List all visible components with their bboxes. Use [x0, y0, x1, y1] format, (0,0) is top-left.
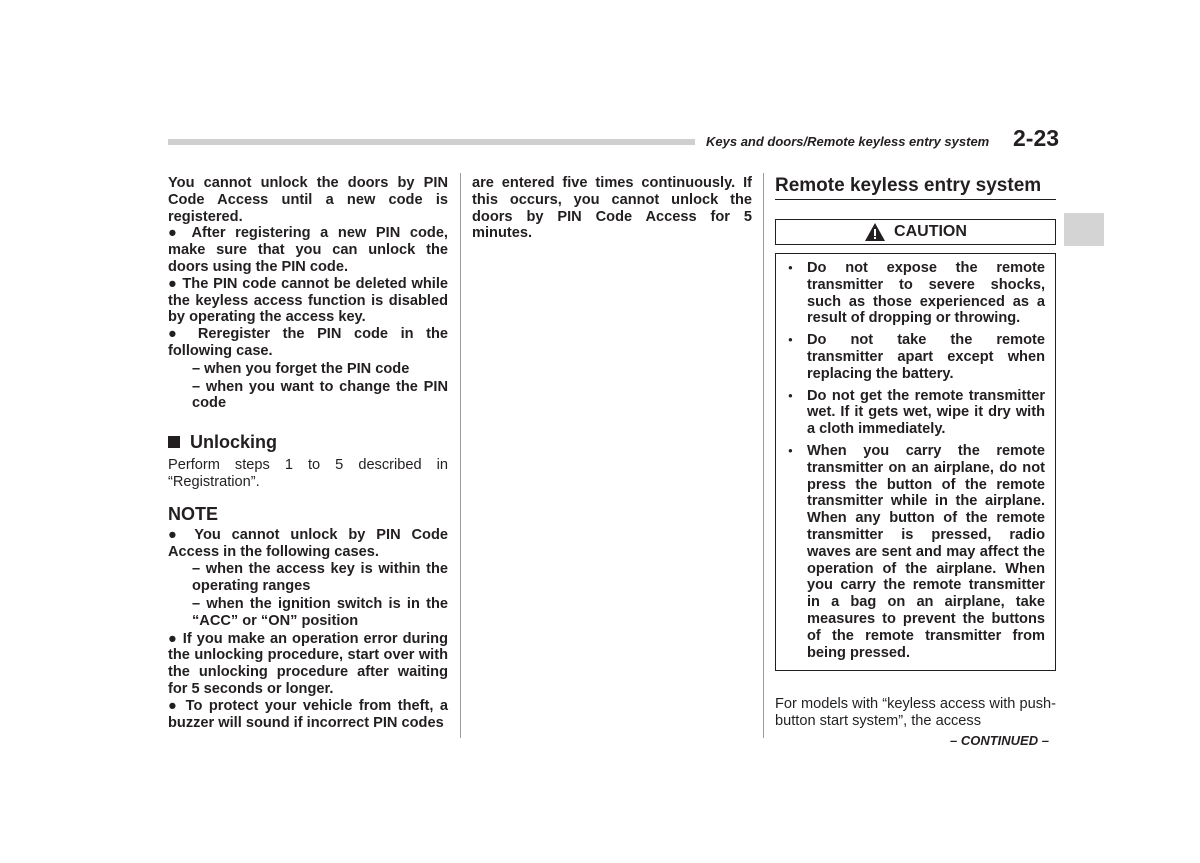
intro-paragraph: You cannot unlock the doors by PIN Code Access until a new code is registered.	[168, 175, 448, 225]
section-title: Remote keyless entry system	[775, 174, 1056, 200]
caution-item: ● Do not take the remote transmitter apart except when replacing the battery.	[786, 332, 1045, 382]
header-rule	[168, 139, 695, 145]
caution-item: ● When you carry the remote transmitter on an airplane, do not press the button of the remote transmitter while in the airplane. When any button of the remote transmitter is pressed, radio waves are sent and may affect the operation of the airplane. When you carry the remote transmitter in a bag on an airplane, take measures to prevent the buttons of the remote transmitter from being pressed.	[786, 443, 1045, 661]
continuation-paragraph: are entered five times continuously. If this occurs, you cannot unlock the doors by PIN Code Access for 5 minutes.	[472, 175, 752, 242]
column-3	[775, 174, 1056, 730]
sub-list-item: – when you want to change the PIN code	[192, 378, 448, 412]
list-item: ● The PIN code cannot be deleted while the keyless access function is disabled by operating the access key.	[168, 275, 448, 326]
chapter-side-tab	[1064, 213, 1104, 246]
continued-marker: – CONTINUED –	[950, 733, 1049, 748]
caution-label	[775, 219, 1056, 245]
caution-label-text: CAUTION	[894, 222, 967, 240]
note-heading: NOTE	[168, 503, 219, 524]
sub-list-item: – when the access key is within the operating ranges	[192, 561, 448, 595]
list-item: ● If you make an operation error during the unlocking procedure, start over with the unlocking procedure after waiting for 5 seconds or longer.	[168, 630, 448, 697]
list-item: ● You cannot unlock by PIN Code Access in the following cases.	[168, 526, 448, 560]
after-caution-paragraph: For models with “keyless access with push-button start system”, the access	[775, 696, 1056, 730]
list-item: ● After registering a new PIN code, make sure that you can unlock the doors using the PIN code.	[168, 225, 448, 275]
caution-item: ● Do not expose the remote transmitter to severe shocks, such as those experienced as a result of dropping or throwing.	[786, 260, 1045, 327]
header-section-title: Keys and doors/Remote keyless entry system	[706, 134, 990, 149]
square-bullet-icon	[168, 436, 180, 448]
sub-list-item: – when the ignition switch is in the “ACC” or “ON” position	[192, 595, 448, 629]
unlocking-heading-text: Unlocking	[190, 432, 278, 453]
column-divider-2	[763, 173, 764, 738]
unlocking-text: Perform steps 1 to 5 described in “Registration”.	[168, 457, 448, 490]
column-2	[472, 175, 752, 242]
list-item: ● To protect your vehicle from theft, a buzzer will sound if incorrect PIN codes	[168, 697, 448, 731]
warning-triangle-icon	[864, 222, 886, 242]
caution-box	[775, 253, 1056, 671]
list-item: ● Reregister the PIN code in the following case.	[168, 326, 448, 359]
unlocking-heading	[168, 431, 448, 453]
sub-list-item: – when you forget the PIN code	[192, 360, 410, 377]
column-divider-1	[460, 173, 461, 738]
caution-item: ● Do not get the remote transmitter wet. If it gets wet, wipe it dry with a cloth immediately.	[786, 388, 1045, 438]
column-1	[168, 175, 448, 731]
page-number: 2-23	[1013, 125, 1060, 151]
